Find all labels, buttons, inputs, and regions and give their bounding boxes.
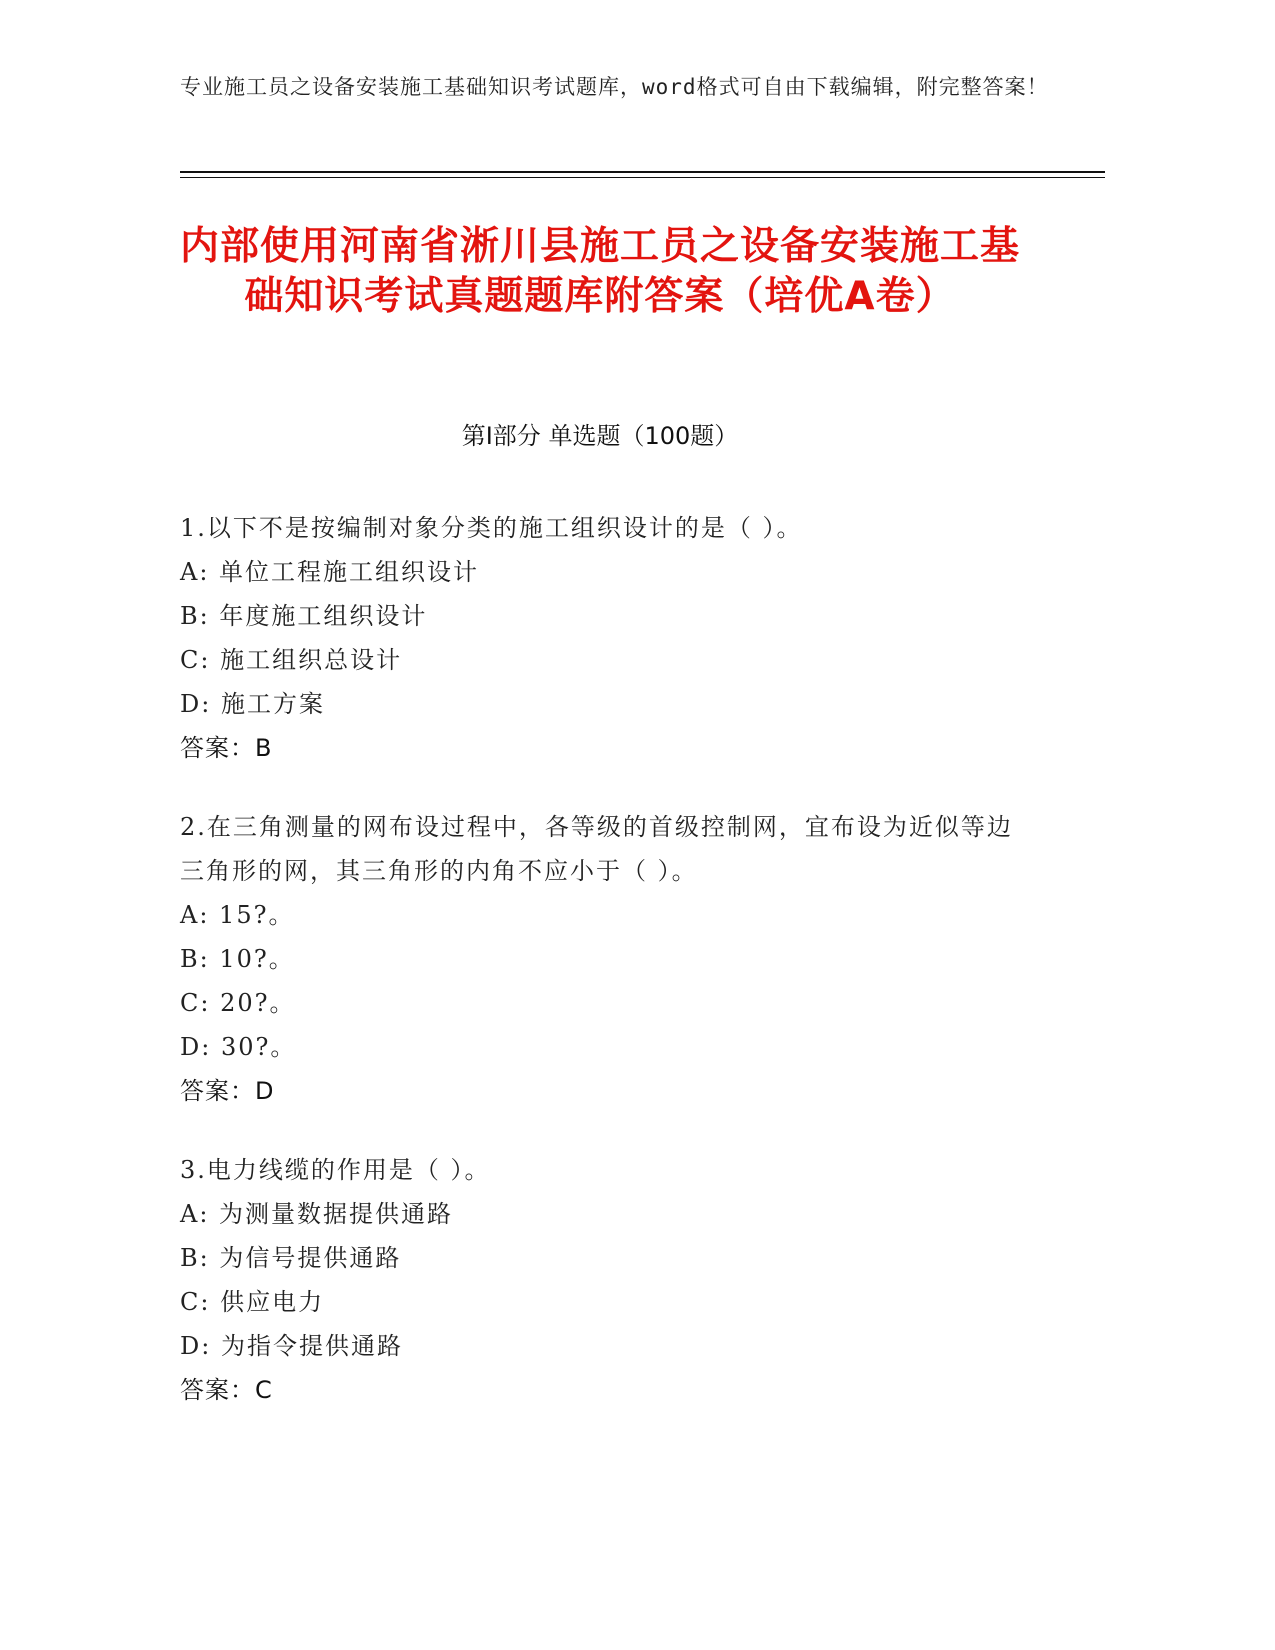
option-b: B: 年度施工组织设计 — [180, 602, 428, 630]
section-heading: 第I部分 单选题（100题） — [461, 422, 739, 450]
question-3 — [180, 1148, 1030, 1412]
document-title: 内部使用河南省淅川县施工员之设备安装施工基础知识考试真题题库附答案（培优A卷） — [180, 224, 1021, 319]
answer-value: C — [255, 1376, 272, 1404]
answer-value: D — [255, 1077, 274, 1105]
option-d: D: 30?。 — [180, 1033, 297, 1061]
header-note: 专业施工员之设备安装施工基础知识考试题库，word格式可自由下载编辑，附完整答案！ — [180, 75, 1049, 99]
option-d: D: 施工方案 — [180, 690, 325, 718]
option-a: A: 单位工程施工组织设计 — [180, 558, 480, 586]
option-b: B: 为信号提供通路 — [180, 1244, 402, 1272]
option-a: A: 15?。 — [180, 901, 295, 929]
question-list — [180, 506, 1030, 1447]
option-d: D: 为指令提供通路 — [180, 1332, 403, 1360]
answer-line — [180, 726, 1030, 770]
question-stem: 2.在三角测量的网布设过程中，各等级的首级控制网，宜布设为近似等边三角形的网，其三角形的内角不应小于（ ）。 — [180, 813, 1013, 885]
option-c: C: 施工组织总设计 — [180, 646, 403, 674]
option-c: C: 供应电力 — [180, 1288, 325, 1316]
answer-line — [180, 1368, 1030, 1412]
option-b: B: 10?。 — [180, 945, 295, 973]
answer-label: 答案： — [180, 734, 255, 762]
answer-line — [180, 1069, 1030, 1113]
option-a: A: 为测量数据提供通路 — [180, 1200, 454, 1228]
answer-label: 答案： — [180, 1376, 255, 1404]
header-rule-thin — [180, 177, 1105, 178]
question-1 — [180, 506, 1030, 770]
question-2 — [180, 805, 1030, 1113]
header-rule-thick — [180, 171, 1105, 173]
answer-label: 答案： — [180, 1077, 255, 1105]
answer-value: B — [255, 734, 272, 762]
option-c: C: 20?。 — [180, 989, 296, 1017]
question-stem: 1.以下不是按编制对象分类的施工组织设计的是（ ）。 — [180, 514, 803, 542]
question-stem: 3.电力线缆的作用是（ ）。 — [180, 1156, 491, 1184]
